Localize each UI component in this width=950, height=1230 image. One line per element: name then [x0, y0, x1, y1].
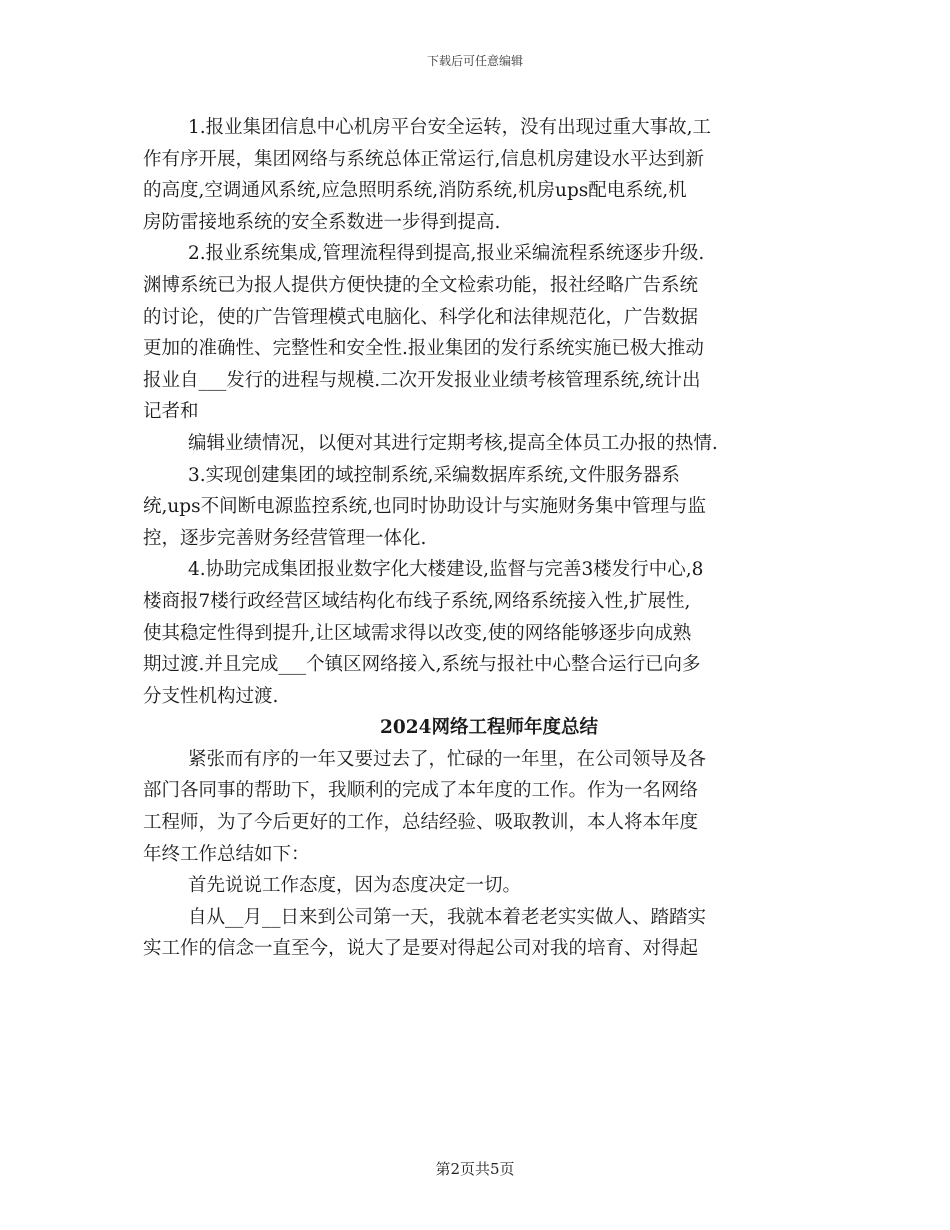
page-number: 第2页共5页: [435, 1160, 515, 1178]
document-body: [143, 112, 815, 965]
text-line: 3.实现创建集团的域控制系统,采编数据库系统,文件服务器系: [188, 464, 680, 486]
text-line: 实工作的信念一直至今，说大了是要对得起公司对我的培育、对得起: [143, 938, 699, 960]
text-line: 控，逐步完善财务经营管理一体化.: [143, 527, 427, 549]
text-line: 紧张而有序的一年又要过去了，忙碌的一年里，在公司领导及各: [188, 748, 707, 770]
text-line: 分支性机构过渡.: [143, 685, 279, 707]
text-line: 期过渡.并且完成___个镇区网络接入,系统与报社中心整合运行已向多: [143, 654, 701, 676]
text-line: 使其稳定性得到提升,让区域需求得以改变,使的网络能够逐步向成熟: [143, 622, 692, 644]
text-line: 的讨论，使的广告管理模式电脑化、科学化和法律规范化，广告数据: [143, 306, 699, 328]
text-line: 作有序开展，集团网络与系统总体正常运行,信息机房建设水平达到新: [143, 148, 704, 170]
text-line: 渊博系统已为报人提供方便快捷的全文检索功能，报社经略广告系统: [143, 274, 699, 296]
text-line: 部门各同事的帮助下，我顺利的完成了本年度的工作。作为一名网络: [143, 780, 699, 802]
text-line: 的高度,空调通风系统,应急照明系统,消防系统,机房ups配电系统,机: [143, 180, 687, 202]
section-report: [143, 112, 815, 712]
text-line: 自从__月__日来到公司第一天，我就本着老老实实做人、踏踏实: [188, 906, 707, 928]
text-line: 报业自___发行的进程与规模.二次开发报业业绩考核管理系统,统计出: [143, 369, 701, 391]
page-header: 下载后可任意编辑: [426, 54, 523, 68]
text-line: 楼商报7楼行政经营区域结构化布线子系统,网络系统接入性,扩展性,: [143, 590, 691, 612]
text-line: 2.报业系统集成,管理流程得到提高,报业采编流程系统逐步升级.: [188, 243, 705, 265]
text-line: 编辑业绩情况，以便对其进行定期考核,提高全体员工办报的热情.: [188, 432, 718, 454]
text-line: 工程师，为了今后更好的工作，总结经验、吸取教训，本人将本年度: [143, 812, 699, 834]
text-line: 1.报业集团信息中心机房平台安全运转，没有出现过重大事故,工: [188, 117, 712, 138]
text-line: 年终工作总结如下：: [143, 843, 310, 865]
section-summary: [143, 744, 815, 965]
text-line: 首先说说工作态度，因为态度决定一切。: [188, 875, 522, 897]
text-line: 4.协助完成集团报业数字化大楼建设,监督与完善3楼发行中心,8: [188, 559, 704, 581]
text-line: 房防雷接地系统的安全系数进一步得到提高.: [143, 211, 501, 233]
text-line: 更加的准确性、完整性和安全性.报业集团的发行系统实施已极大推动: [143, 338, 704, 360]
text-line: 统,ups不间断电源监控系统,也同时协助设计与实施财务集中管理与监: [143, 496, 707, 518]
section-heading: 2024网络工程师年度总结: [380, 717, 598, 739]
text-line: 记者和: [143, 401, 199, 423]
